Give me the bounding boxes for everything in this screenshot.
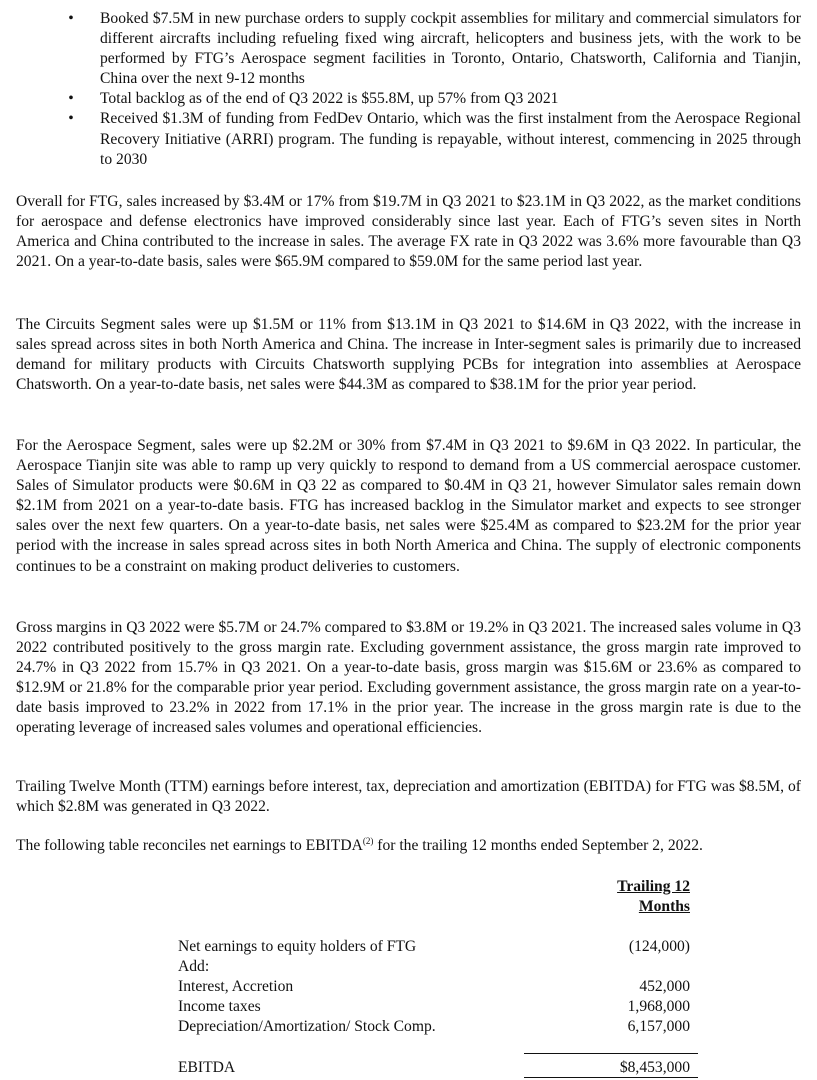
column-header-line2: Months xyxy=(638,898,690,916)
table-row-value: 1,968,000 xyxy=(627,998,690,1015)
highlights-bullet-list xyxy=(0,9,817,170)
table-intro-paragraph xyxy=(16,836,801,856)
bullet-text: Total backlog as of the end of Q3 2022 is $55.8M, up 57% from Q3 2021 xyxy=(100,90,559,108)
table-column-header xyxy=(560,877,690,917)
bullet-item xyxy=(0,9,817,89)
total-double-rule-line xyxy=(524,1077,698,1078)
aerospace-segment-paragraph: For the Aerospace Segment, sales were up $2.2M or 30% from $7.4M in Q3 2021 to $9.6M in Q3 2022. In particular, the Aerospace Tianjin site was able to ramp up very quickly to respond to demand from a US commercial aerospace customer. Sales of Simulator products were $0.6M in Q3 22 as compared to $0.4M in Q3 21, however Simulator sales remain down $2.1M from 2021 on a year-to-date basis. FTG has increased backlog in the Simulator market and expects to see stronger sales over the next few quarters. On a year-to-date basis, net sales were $25.4M as compared to $23.2M for the prior year period with the increase in sales spread across sites in both North America and China. The supply of electronic components continues to be a constraint on making product deliveries to customers. xyxy=(16,437,801,575)
ebitda-total-label: EBITDA xyxy=(178,1059,236,1076)
bullet-item xyxy=(0,89,817,109)
table-row-label: Add: xyxy=(178,958,210,975)
table-row-label: Interest, Accretion xyxy=(178,978,294,995)
table-row-value: 452,000 xyxy=(639,978,690,995)
overall-sales-paragraph: Overall for FTG, sales increased by $3.4M or 17% from $19.7M in Q3 2021 to $23.1M in Q3 2022, as the market conditions for aerospace and defense electronics have improved considerably since last year. Each of FTG’s seven sites in North America and China contributed to the increase in sales. The average FX rate in Q3 2022 was 3.6% more favourable than Q3 2021. On a year-to-date basis, sales were $65.9M compared to $59.0M for the same period last year. xyxy=(16,193,801,271)
bullet-dot-icon: • xyxy=(68,110,74,128)
table-row-label: Net earnings to equity holders of FTG xyxy=(178,938,417,955)
total-rule-line xyxy=(524,1053,698,1054)
table-row-value: (124,000) xyxy=(628,938,690,955)
table-intro-text: The following table reconciles net earnings to EBITDA xyxy=(16,837,363,854)
footnote-marker: (2) xyxy=(362,835,374,846)
bullet-text: Booked $7.5M in new purchase orders to supply cockpit assemblies for military and commercial simulators for different aircrafts including refueling fixed wing aircraft, helicopters and business jets, with the work to be performed by FTG’s Aerospace segment facilities in Toronto, Ontario, Chatsworth, California and Tianjin, China over the next 9-12 months xyxy=(100,10,801,88)
bullet-text: Received $1.3M of funding from FedDev Ontario, which was the first instalment from the Aerospace Regional Recovery Initiative (ARRI) program. The funding is repayable, without interest, commencing in 2025 through to 2030 xyxy=(100,110,801,168)
gross-margins-paragraph: Gross margins in Q3 2022 were $5.7M or 24.7% compared to $3.8M or 19.2% in Q3 2021. The increased sales volume in Q3 2022 contributed positively to the gross margin rate. Excluding government assistance, the gross margin rate improved to 24.7% in Q3 2022 from 15.7% in Q3 2021. On a year-to-date basis, gross margin was $15.6M or 23.6% as compared to $12.9M or 21.8% for the comparable prior year period. Excluding government assistance, the gross margin rate on a year-to-date basis improved to 23.2% in 2022 from 17.1% in the prior year. The increase in the gross margin rate is due to the operating leverage of increased sales volumes and operational efficiencies. xyxy=(16,619,801,737)
table-row-label: Depreciation/Amortization/ Stock Comp. xyxy=(178,1018,436,1035)
bullet-dot-icon: • xyxy=(68,90,74,108)
bullet-dot-icon: • xyxy=(68,10,74,27)
column-header-line1: Trailing 12 xyxy=(617,878,690,895)
table-intro-text-end: for the trailing 12 months ended September 2, 2022. xyxy=(373,837,703,854)
bullet-item xyxy=(0,109,817,169)
table-row-label: Income taxes xyxy=(178,998,261,1015)
ebitda-ttm-paragraph: Trailing Twelve Month (TTM) earnings before interest, tax, depreciation and amortization (EBITDA) for FTG was $8.5M, of which $2.8M was generated in Q3 2022. xyxy=(16,778,801,816)
circuits-segment-paragraph: The Circuits Segment sales were up $1.5M or 11% from $13.1M in Q3 2021 to $14.6M in Q3 2022, with the increase in sales spread across sites in both North America and China. The increase in Inter-segment sales is primarily due to increased demand for military products with Circuits Chatsworth supplying PCBs for integration into assemblies at Aerospace Chatsworth. On a year-to-date basis, net sales were $44.3M as compared to $38.1M for the prior year period. xyxy=(16,316,801,394)
table-row-value: 6,157,000 xyxy=(627,1018,690,1035)
ebitda-total-value: $8,453,000 xyxy=(619,1059,690,1076)
